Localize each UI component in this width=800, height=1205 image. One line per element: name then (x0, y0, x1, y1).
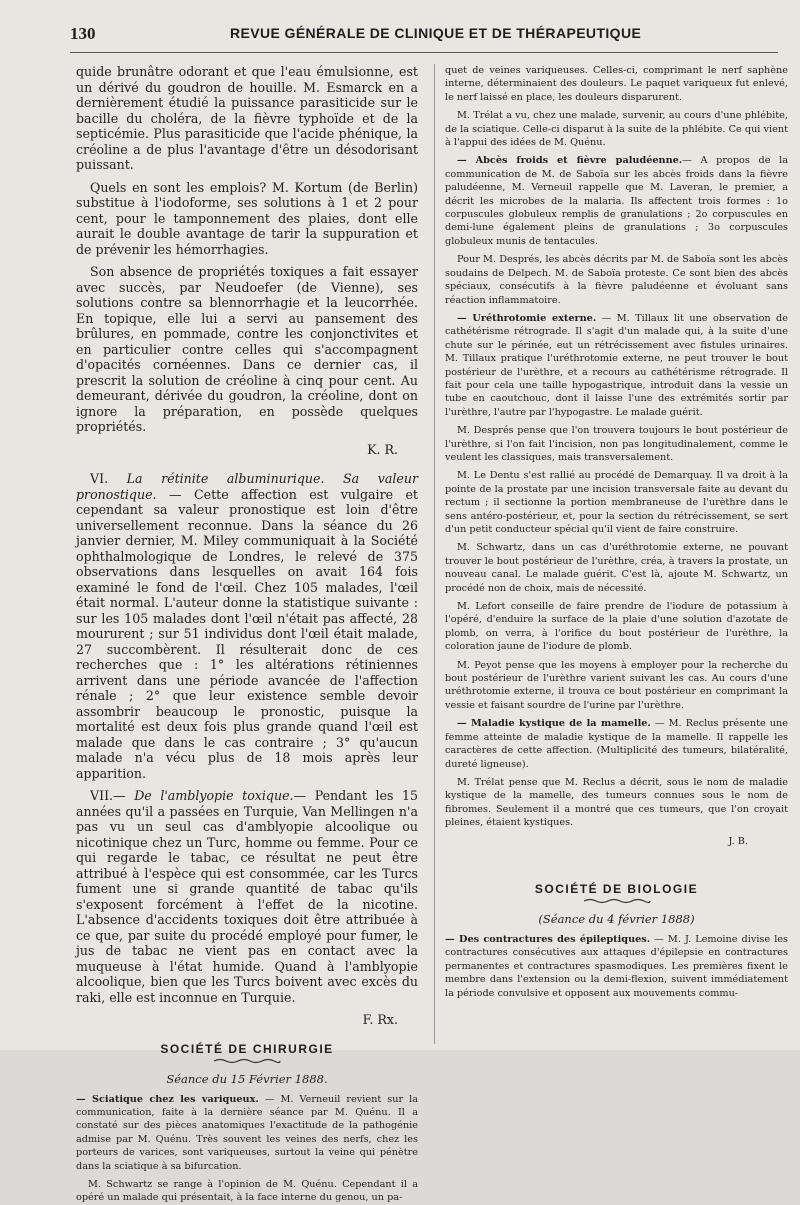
right-column (445, 64, 788, 1044)
paragraph-schwartz: M. Schwartz se range à l'opinion de M. Quénu. Cependant il a opéré un malade qui présentait, à la face interne du genou, un pa- (76, 1178, 418, 1204)
paragraph-creoline-intro: quide brunâtre odorant et que l'eau émulsionne, est un dérivé du goudron de houille. M. Esmarck en a dernièrement étudié la puissance parasiticide sur le bacille du choléra, de la fièvre typhoïde et de la septicémie. Plus parasiticide que l'acide phénique, la créoline a de plus l'avantage d'être un désodorisant puissant. (76, 64, 418, 172)
ornament-divider (212, 1058, 282, 1064)
article-body-amblyopie: — Pendant les 15 années qu'il a passées en Turquie, Van Mellingen n'a pas vu un seul cas d'amblyopie alcoolique ou nicotinique chez un Turc, homme ou femme. Pour ce qui regarde le tabac, ce résultat ne peut être attribué à l'espèce qui est consommée, car les Turcs fument une si grande quantité de tabac qu'ils s'exposent forcément à l'effet de la nicotine. L'absence d'accidents toxiques doit être attribuée à ce que, par suite du procédé employé pour fumer, le jus de tabac ne vient pas en contact avec la muqueuse à l'état humide. Quand à l'amblyopie alcoolique, bien que les Turcs boivent avec excès du raki, elle est inconnue en Turquie. (76, 788, 418, 1005)
section-spacer (445, 858, 788, 870)
article-title-amblyopie: — De l'amblyopie toxique. (113, 788, 294, 803)
paragraph-amblyopie (76, 788, 418, 1005)
article-body-retinite: — Cette affection est vulgaire et cependant sa valeur pronostique est loin d'être universellement reconnue. Dans la séance du 26 janvier dernier, M. Miley communiquait à la Société ophthalmologique de Londres, le relevé de 375 observations dans lesquelles on avait 164 fois examiné le fond de l'œil. Chez 105 malades, l'œil était normal. L'auteur donne la statistique suivante : sur les 105 malades dont l'œil n'était pas affecté, 28 moururent ; sur 51 individus dont l'œil était malade, 27 succombèrent. Il résulterait donc de ces recherches que : 1° les altérations rétiniennes arrivent dans une période avancée de l'affection rénale ; 2° que leur existence semble devoir assombrir beaucoup le pronostic, puisque la mortalité est deux fois plus grande quand l'œil est malade que dans le cas contraire ; 3° qu'aucun malade n'a vécu plus de 18 mois après leur apparition. (76, 486, 418, 781)
session-date-biologie: (Séance du 4 février 1888) (538, 911, 695, 926)
body-contractures: — M. J. Lemoine divise les contractures consécutives aux attaques d'épilepsie en contractures permanentes et contractures spasmodiques. Les premières fixent le membre dans l'extension ou la demi-flexion, suivent immédiatement la période convulsive et opposent aux mouvements commu- (445, 933, 788, 999)
article-title-retinite: La rétinite albuminurique. Sa valeur pronostique. (76, 471, 418, 502)
session-date-chirurgie: Séance du 15 Février 1888. (166, 1071, 328, 1086)
subhead-sciatique: — Sciatique chez les variqueux. (76, 1093, 259, 1105)
paragraph-mamelle (445, 717, 788, 771)
paragraph-creoline-topical: Son absence de propriétés toxiques a fait essayer avec succès, par Neudoefer (de Vienne), ses solutions contre sa blennorrhagie et la leucorrhée. En topique, elle lui a servi au pansement des brûlures, en pommade, contre les conjonctivites et en particulier contre celles qui s'accompagnent d'opacités cornéennes. Dans ce dernier cas, il prescrit la solution de créoline à cinq pour cent. Au demeurant, dérivée du goudron, la créoline, dont on ignore la préparation, en possède quelques propriétés. (76, 264, 418, 434)
paragraph-peyot: M. Peyot pense que les moyens à employer pour la recherche du bout postérieur de l'urèthre varient suivant les cas. Au cours d'une uréthrotomie externe, il trouva ce bout postérieur en comprimant la vessie et faisant sourdre de l'urine par l'urèthre. (445, 659, 788, 711)
subhead-contractures: — Des contractures des épileptiques. (445, 933, 651, 945)
paragraph-le-dentu: M. Le Dentu s'est rallié au procédé de Demarquay. Il va droit à la pointe de la prostate par une incision transversale faite au devant du rectum ; il sectionne la portion membraneuse de l'urèthre dans le sens antéro-postérieur, et, pour la section du rétrécissement, se sert d'un petit conducteur spécial qu'il vient de faire construire. (445, 470, 788, 535)
subhead-mamelle: — Maladie kystique de la mamelle. (457, 718, 651, 730)
left-column (76, 64, 418, 1204)
signature-frx: F. Rx. (362, 1012, 398, 1027)
body-mamelle: — M. Reclus présente une femme atteinte de maladie kystique de la mamelle. Il rappelle les caractères de cette affection. (Multiplicité des tumeurs, bilatéralité, dureté ligneuse). (445, 718, 788, 770)
page-header (70, 24, 778, 50)
paragraph-trelat-fibromes: M. Trélat pense que M. Reclus a décrit, sous le nom de maladie kystique de la mamelle, des tumeurs connues sous le nom de fibromes. Seulement il a montré que ces tumeurs, que l'on croyait pleines, étaient kystiques. (445, 776, 788, 829)
body-abces: — A propos de la communication de M. de Saboïa sur les abcès froids dans la fièvre paludéenne, M. Verneuil rappelle que M. Laveran, le premier, a décrit les microbes de la malaria. Ils affectent trois formes : 1o corpuscules globuleux remplis de granulations ; 2o corpuscules en demi-lune également pleins de granulations ; 3o corpuscules globuleux munis de tentacules. (445, 155, 788, 247)
paragraph-despres-urethre: M. Després pense que l'on trouvera toujours le bout postérieur de l'urèthre, si l'on fait l'incision, non pas longitudinalement, comme le veulent les classiques, mais transversalement. (445, 425, 788, 463)
section-number-vii: VII. (90, 788, 114, 803)
subhead-urethrotomie: — Uréthrotomie externe. (457, 312, 597, 324)
column-divider (434, 64, 435, 1044)
body-urethrotomie: — M. Tillaux lit une observation de cathétérisme rétrograde. Il s'agit d'un malade qui, à la suite d'une chute sur le périnée, eut un rétrécissement avec fistules urinaires. M. Tillaux pratique l'uréthrotomie externe, ne peut trouver le bout postérieur de l'urèthre, et a recours au cathétérisme rétrograde. Il fait pour cela une taille hypogastrique, introduit dans la vessie un tube en caoutchouc, dont il laisse l'une des extrémités sortir par l'urèthre, l'autre par l'hypogastre. Le malade guérit. (445, 312, 788, 418)
ornament-divider-biologie (582, 898, 652, 904)
section-heading-biologie: SOCIÉTÉ DE BIOLOGIE (534, 881, 699, 896)
paragraph-retinite (76, 471, 418, 781)
paragraph-schwartz-canal: M. Schwartz, dans un cas d'uréthrotomie externe, ne pouvant trouver le bout postérieur de l'urèthre, créa, à travers la prostate, un nouveau canal. Le malade guérit. C'est là, ajoute M. Schwartz, un procédé non de choix, mais de nécessité. (445, 542, 788, 594)
subhead-abces: — Abcès froids et fièvre paludéenne. (457, 155, 683, 167)
paragraph-urethrotomie (445, 312, 788, 419)
paragraph-despres-abces: Pour M. Després, les abcès décrits par M. de Saboïa sont les abcès soudains de Delpech. M. de Saboïa proteste. Ce sont bien des abcès spéciaux, consécutifs à la fièvre paludéenne et évoluant sans réaction inflammatoire. (445, 254, 788, 306)
header-rule (70, 52, 778, 53)
paragraph-abces (445, 154, 788, 248)
page-number: 130 (70, 24, 96, 43)
section-heading-chirurgie: SOCIÉTÉ DE CHIRURGIE (160, 1041, 334, 1056)
paragraph-creoline-uses: Quels en sont les emplois? M. Kortum (de Berlin) substitue à l'iodoforme, ses solutions à 1 et 2 pour cent, pour le tamponnement des plaies, dont elle aurait le double avantage de tarir la suppuration et de prévenir les hémorrhagies. (76, 179, 418, 257)
paragraph-lefort: M. Lefort conseille de faire prendre de l'iodure de potassium à l'opéré, d'enduire la surface de la plaie d'une solution d'azotate de plomb, on verra, à l'orifice du bout postérieur de l'urèthre, la coloration jaune de l'iodure de plomb. (445, 601, 788, 653)
section-number-vi: VI. (90, 471, 109, 486)
signature-jb: J. B. (728, 835, 748, 847)
signature-kr: K. R. (367, 441, 398, 457)
paragraph-sciatique (76, 1093, 418, 1173)
body-sciatique: — M. Verneuil revient sur la communication, faite à la dernière séance par M. Quénu. Il a constaté sur des pièces anatomiques l'exactitude de la pathogénie admise par M. Quénu. Très souvent les veines des nerfs, chez les porteurs de varices, sont variqueuses, surtout la veine qui pénètre dans la sciatique à sa bifurcation. (76, 1093, 418, 1172)
paragraph-varices-cont: quet de veines variqueuses. Celles-ci, comprimant le nerf saphène interne, déterminaient des douleurs. Le paquet variqueux fut enlevé, le nerf laissé en place, les douleurs disparurent. (445, 65, 788, 103)
paragraph-contractures (445, 933, 788, 1000)
running-title: REVUE GÉNÉRALE DE CLINIQUE ET DE THÉRAPEUTIQUE (230, 25, 642, 41)
paragraph-trelat-phlebite: M. Trélat a vu, chez une malade, survenir, au cours d'une phlébite, de la sciatique. Celle-ci disparut à la suite de la phlébite. Ce qui vient à l'appui des idées de M. Quénu. (445, 110, 788, 149)
